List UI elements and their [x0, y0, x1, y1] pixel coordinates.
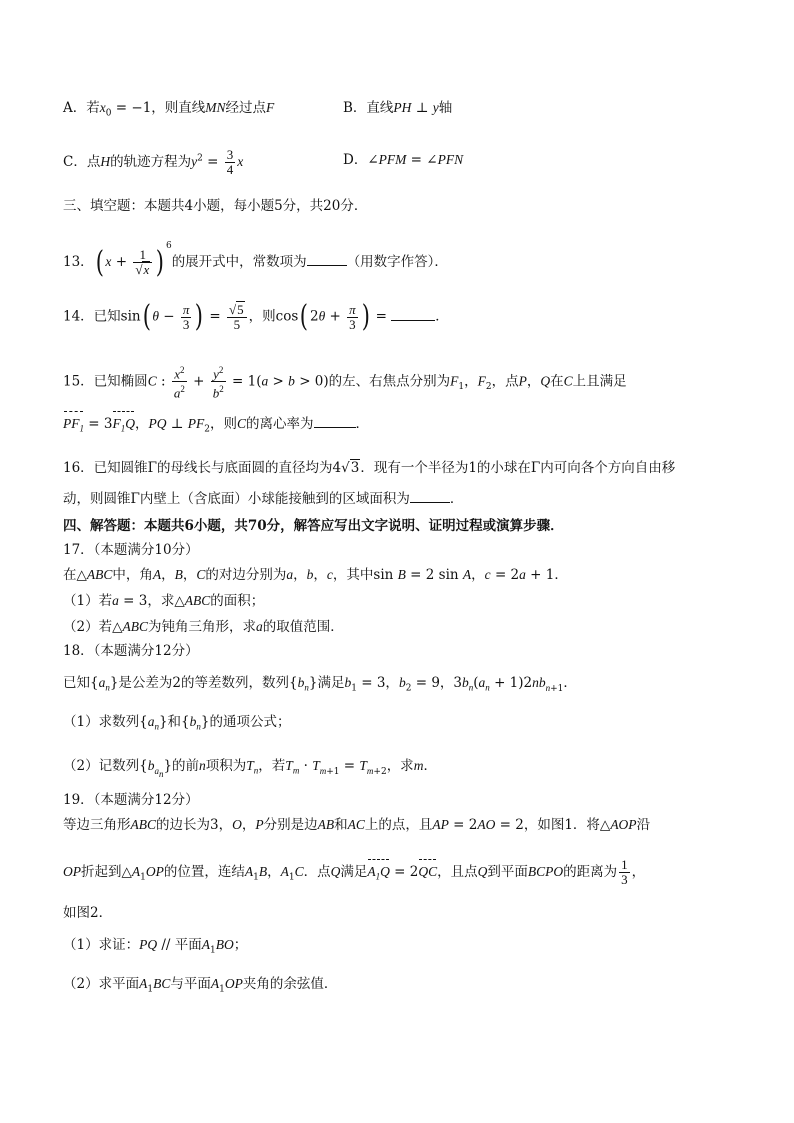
option-a: A．若$x_0 = -1$，则直线MN经过点F: [63, 100, 275, 119]
q18-title: 18．（本题满分12分）: [63, 643, 199, 659]
q19-stem-line1: 等边三角形ABC的边长为3，O，P分别是边AB和AC上的点，且AP = 2AO = 2，如图1．将△AOP沿: [63, 817, 651, 833]
q18-part1: （1）求数列$\{a_n\}$和$\{b_n\}$的通项公式；: [63, 714, 291, 732]
q18-stem: 已知$\{a_n\}$是公差为2的等差数列，数列$\{b_n\}$满足$b_1 = 3$，$b_2 = 9$，$3b_n(a_n + 1)2nb_{n+1}$．: [63, 675, 577, 694]
q19-stem-line2: OP折起到$\triangle A_1OP$的位置，连结$A_1B$，$A_1C$．点Q满足$A_1Q = 2QC$，且点Q到平面BCPO的距离为 $\frac{1}{3}$ ，: [63, 857, 646, 887]
q17-stem: 在△ABC中，角A，B，C的对边分别为a，b，c，其中sin B = 2 sin A，c = 2a + 1．: [63, 567, 568, 583]
question-14: 14．已知sin( θ − $\frac{\pi}{3}$ ) = $\frac{√5}{5}$ ，则cos( 2θ + $\frac{\pi}{3}$ ) = ．: [63, 299, 449, 334]
question-15-line2: $PF_1 = 3F_1Q$，PQ ⊥ $PF_2$，则C的离心率为 ．: [63, 414, 369, 440]
q18-part2: （2）记数列$\{b_{a_n}\}$的前n项积为$T_n$，若$T_m \cdot T_{m+1} = T_{m+2}$，求m．: [63, 758, 437, 779]
q17-title: 17．（本题满分10分）: [63, 542, 199, 558]
q19-stem-line3: 如图2．: [63, 905, 113, 921]
q19-title: 19．（本题满分12分）: [63, 792, 199, 808]
option-d: D．∠PFM = ∠PFN: [343, 152, 464, 168]
section4-heading: 四、解答题：本题共6小题，共70分，解答应写出文字说明、证明过程或演算步骤．: [63, 518, 564, 534]
option-b: B．直线PH ⊥ y轴: [343, 100, 453, 116]
question-15-line1: 15．已知椭圆C : $\frac{x^2}{a^2}$ + $\frac{y^2}{b^2}$ = 1(a > b > 0)的左、右焦点分别为$F_1$，$F_2$，点P，Q在C上且满足: [63, 365, 627, 401]
question-16-line1: 16．已知圆锥Γ的母线长与底面圆的直径均为4√3．现有一个半径为1的小球在Γ内可向各个方向自由移: [63, 460, 676, 476]
q19-part2: （2）求平面$A_1BC$与平面$A_1OP$夹角的余弦值．: [63, 976, 338, 995]
q17-part2: （2）若△ABC为钝角三角形，求a的取值范围．: [63, 619, 344, 635]
question-13: 13．( x + $\frac{1}{√x}$ ) $^6$的展开式中，常数项为 （用数字作答）．: [63, 241, 448, 280]
option-c: C．点H的轨迹方程为$y^2$ = $\frac{3}{4}$ x: [63, 147, 244, 177]
section3-heading: 三、填空题：本题共4小题，每小题5分，共20分．: [63, 198, 368, 214]
q17-part1: （1）若a = 3，求△ABC的面积；: [63, 593, 265, 609]
question-16-line2: 动，则圆锥Γ内壁上（含底面）小球能接触到的区域面积为 ．: [63, 491, 464, 507]
q19-part1: （1）求证：PQ // 平面$A_1BO$；: [63, 937, 248, 956]
